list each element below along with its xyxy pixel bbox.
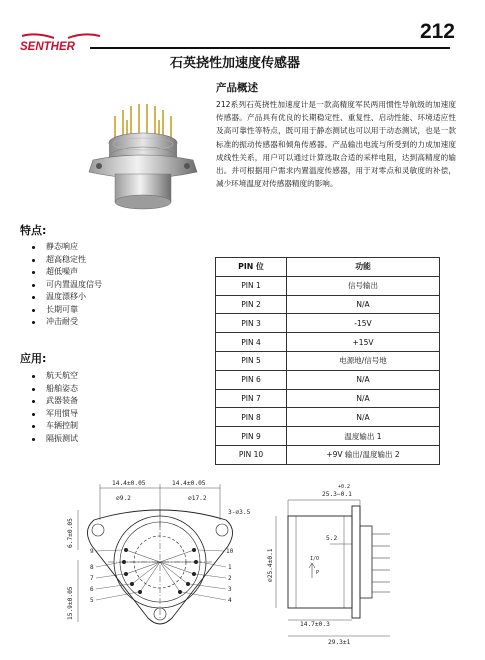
dim-left-top: 6.7±0.05 — [67, 518, 74, 548]
header-pin: PIN 位 — [216, 258, 287, 277]
pin-cell: PIN 4 — [216, 333, 287, 352]
pin-cell: PIN 5 — [216, 351, 287, 370]
application-item: 武器装备 — [32, 395, 78, 408]
pin-cell: PIN 8 — [216, 408, 287, 427]
table-row — [216, 408, 440, 427]
senther-logo — [18, 30, 104, 58]
side-top-tol: +0.2 — [338, 484, 351, 490]
side-top-dim: 25.3−0.1 — [322, 491, 352, 498]
dim-top-left: 14.4±0.05 — [112, 480, 146, 487]
function-cell: -15V — [287, 314, 440, 333]
holes-label: 3-⌀3.5 — [228, 509, 251, 516]
brand-text: SENTHER — [20, 41, 75, 53]
function-cell: N/A — [287, 295, 440, 314]
side-bottom-dim1: 14.7±0.3 — [300, 621, 330, 628]
header-rule — [90, 47, 450, 49]
overview-text: 212系列石英挠性加速度计是一款高精度军民两用惯性导航级的加速度传感器。产品具有优良的长期稳定性、重复性、启动性能、环境适应性及高可靠性等特点，既可用于静态测试也可以用于动态测试，也是一款标准的振动传感器和倾角传感器。产品输出电流与所受到的力成加速度成线性关系，用户可以通过计算选取合适的采样电阻，达到高精度的输出。并可根据用户需求内置温度传感器，用于对零点和灵敏度的补偿，减少环境温度对传感器精度的影响。 — [216, 100, 456, 189]
feature-item: 温度漂移小 — [32, 291, 102, 304]
dimension-drawing — [60, 470, 480, 655]
function-cell: 信号输出 — [287, 276, 440, 295]
front-view — [67, 480, 251, 624]
feature-item: 静态响应 — [32, 241, 102, 254]
pin-cell: PIN 9 — [216, 427, 287, 446]
pin-label-left: 8 — [90, 564, 94, 571]
side-io-label: I/O — [310, 556, 320, 562]
function-cell: N/A — [287, 370, 440, 389]
model-number: 212 — [419, 20, 455, 43]
feature-item: 长期可靠 — [32, 304, 102, 317]
side-p-label: P — [316, 570, 320, 576]
function-cell: +9V 输出/温度输出 2 — [287, 445, 440, 464]
pin-cell: PIN 2 — [216, 295, 287, 314]
application-item: 军用惯导 — [32, 408, 78, 421]
overview-heading: 产品概述 — [216, 82, 258, 94]
pin-label-left: 7 — [90, 575, 94, 582]
pin-table — [215, 257, 440, 465]
application-item: 航天航空 — [32, 370, 78, 383]
application-item: 车辆控制 — [32, 420, 78, 433]
product-image — [85, 98, 203, 216]
feature-item: 超低噪声 — [32, 266, 102, 279]
pin-label-right: 1 — [228, 564, 232, 571]
side-dia-dim: ⌀25.4±0.1 — [267, 548, 274, 582]
function-cell: +15V — [287, 333, 440, 352]
pin-cell: PIN 3 — [216, 314, 287, 333]
table-row — [216, 351, 440, 370]
applications-list — [32, 370, 78, 445]
table-row — [216, 427, 440, 446]
function-cell: 温度输出 1 — [287, 427, 440, 446]
pin-label-right: 10 — [226, 548, 234, 555]
pin-label-right: 2 — [228, 575, 232, 582]
dia-small-label: ⌀9.2 — [116, 495, 131, 502]
table-row — [216, 314, 440, 333]
features-list — [32, 241, 102, 329]
pin-label-right: 3 — [228, 586, 232, 593]
application-item: 隔振测试 — [32, 433, 78, 446]
pin-cell: PIN 6 — [216, 370, 287, 389]
table-row — [216, 333, 440, 352]
features-heading: 特点: — [20, 224, 47, 237]
table-row — [216, 276, 440, 295]
pin-label-right: 4 — [228, 597, 232, 604]
side-view — [267, 484, 390, 646]
pin-cell: PIN 10 — [216, 445, 287, 464]
header-function: 功能 — [287, 258, 440, 277]
page-title: 石英挠性加速度传感器 — [170, 56, 301, 71]
feature-item: 超高稳定性 — [32, 254, 102, 267]
pin-table-header — [216, 258, 440, 277]
pin-cell: PIN 1 — [216, 276, 287, 295]
dim-left-bottom: 15.9±0.05 — [67, 586, 74, 620]
side-small-dim: 5.2 — [326, 535, 338, 542]
feature-item: 冲击耐受 — [32, 316, 102, 329]
table-row — [216, 445, 440, 464]
applications-heading: 应用: — [20, 352, 47, 365]
feature-item: 可内置温度信号 — [32, 279, 102, 292]
table-row — [216, 389, 440, 408]
table-row — [216, 295, 440, 314]
function-cell: N/A — [287, 389, 440, 408]
pin-label-left: 6 — [90, 586, 94, 593]
application-item: 船舶姿态 — [32, 383, 78, 396]
table-row — [216, 370, 440, 389]
function-cell: 电源地/信号地 — [287, 351, 440, 370]
dim-top-right: 14.4±0.05 — [172, 480, 206, 487]
function-cell: N/A — [287, 408, 440, 427]
side-bottom-dim2: 29.3±1 — [328, 639, 351, 646]
pin-cell: PIN 7 — [216, 389, 287, 408]
dia-large-label: ⌀17.2 — [188, 495, 207, 502]
pin-label-left: 9 — [90, 548, 94, 555]
pin-label-left: 5 — [90, 597, 94, 604]
